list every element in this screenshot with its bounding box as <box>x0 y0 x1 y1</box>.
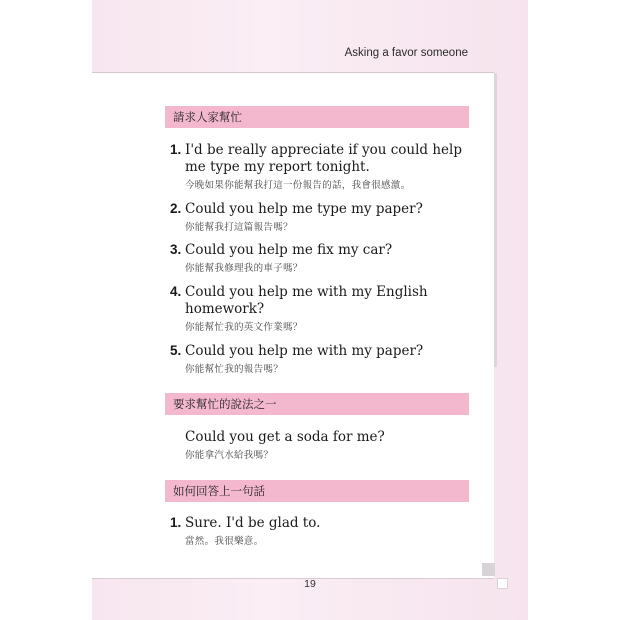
item-number: 3. <box>170 242 182 257</box>
phrase-item <box>170 142 470 191</box>
phrase-item <box>170 343 470 375</box>
panel-edge-shade <box>494 73 497 367</box>
section-header-request-help: 請求人家幫忙 <box>165 106 469 128</box>
chinese-translation: 你能幫我打這篇報告嗎？ <box>185 222 293 233</box>
page-header-title: Asking a favor someone <box>344 47 468 59</box>
chinese-translation: 你能幫忙我的英文作業嗎？ <box>185 322 303 333</box>
phrase-item <box>170 284 430 333</box>
chinese-translation: 你能拿汽水給我嗎？ <box>185 450 274 461</box>
section-header-ask-favor: 要求幫忙的說法之一 <box>165 393 469 415</box>
item-number: 1. <box>170 142 182 157</box>
english-phrase: Could you help me with my English homework? <box>185 284 428 317</box>
english-phrase: Could you help me with my paper? <box>185 343 424 359</box>
english-phrase: Could you get a soda for me? <box>185 429 385 445</box>
phrase-item <box>170 242 470 274</box>
phrase-item <box>170 429 470 461</box>
phrase-item <box>170 201 470 233</box>
corner-decoration <box>497 578 508 589</box>
english-phrase: Could you help me fix my car? <box>185 242 393 258</box>
chinese-translation: 你能幫我修理我的車子嗎？ <box>185 263 303 274</box>
item-number: 5. <box>170 343 182 358</box>
item-number: 4. <box>170 284 182 299</box>
chinese-translation: 你能幫忙我的報告嗎？ <box>185 364 284 375</box>
english-phrase: I'd be really appreciate if you could help me type my report tonight. <box>185 142 462 175</box>
item-number: 1. <box>170 515 182 530</box>
english-phrase: Could you help me type my paper? <box>185 201 423 217</box>
item-number: 2. <box>170 201 182 216</box>
english-phrase: Sure. I'd be glad to. <box>185 515 321 531</box>
page-number: 19 <box>304 578 316 590</box>
phrase-item <box>170 515 470 547</box>
section-header-reply: 如何回答上一句話 <box>165 480 469 502</box>
chinese-translation: 今晚如果你能幫我打這一份報告的話，我會很感激。 <box>185 180 411 191</box>
chinese-translation: 當然。我很樂意。 <box>185 536 264 547</box>
corner-decoration <box>482 563 495 576</box>
